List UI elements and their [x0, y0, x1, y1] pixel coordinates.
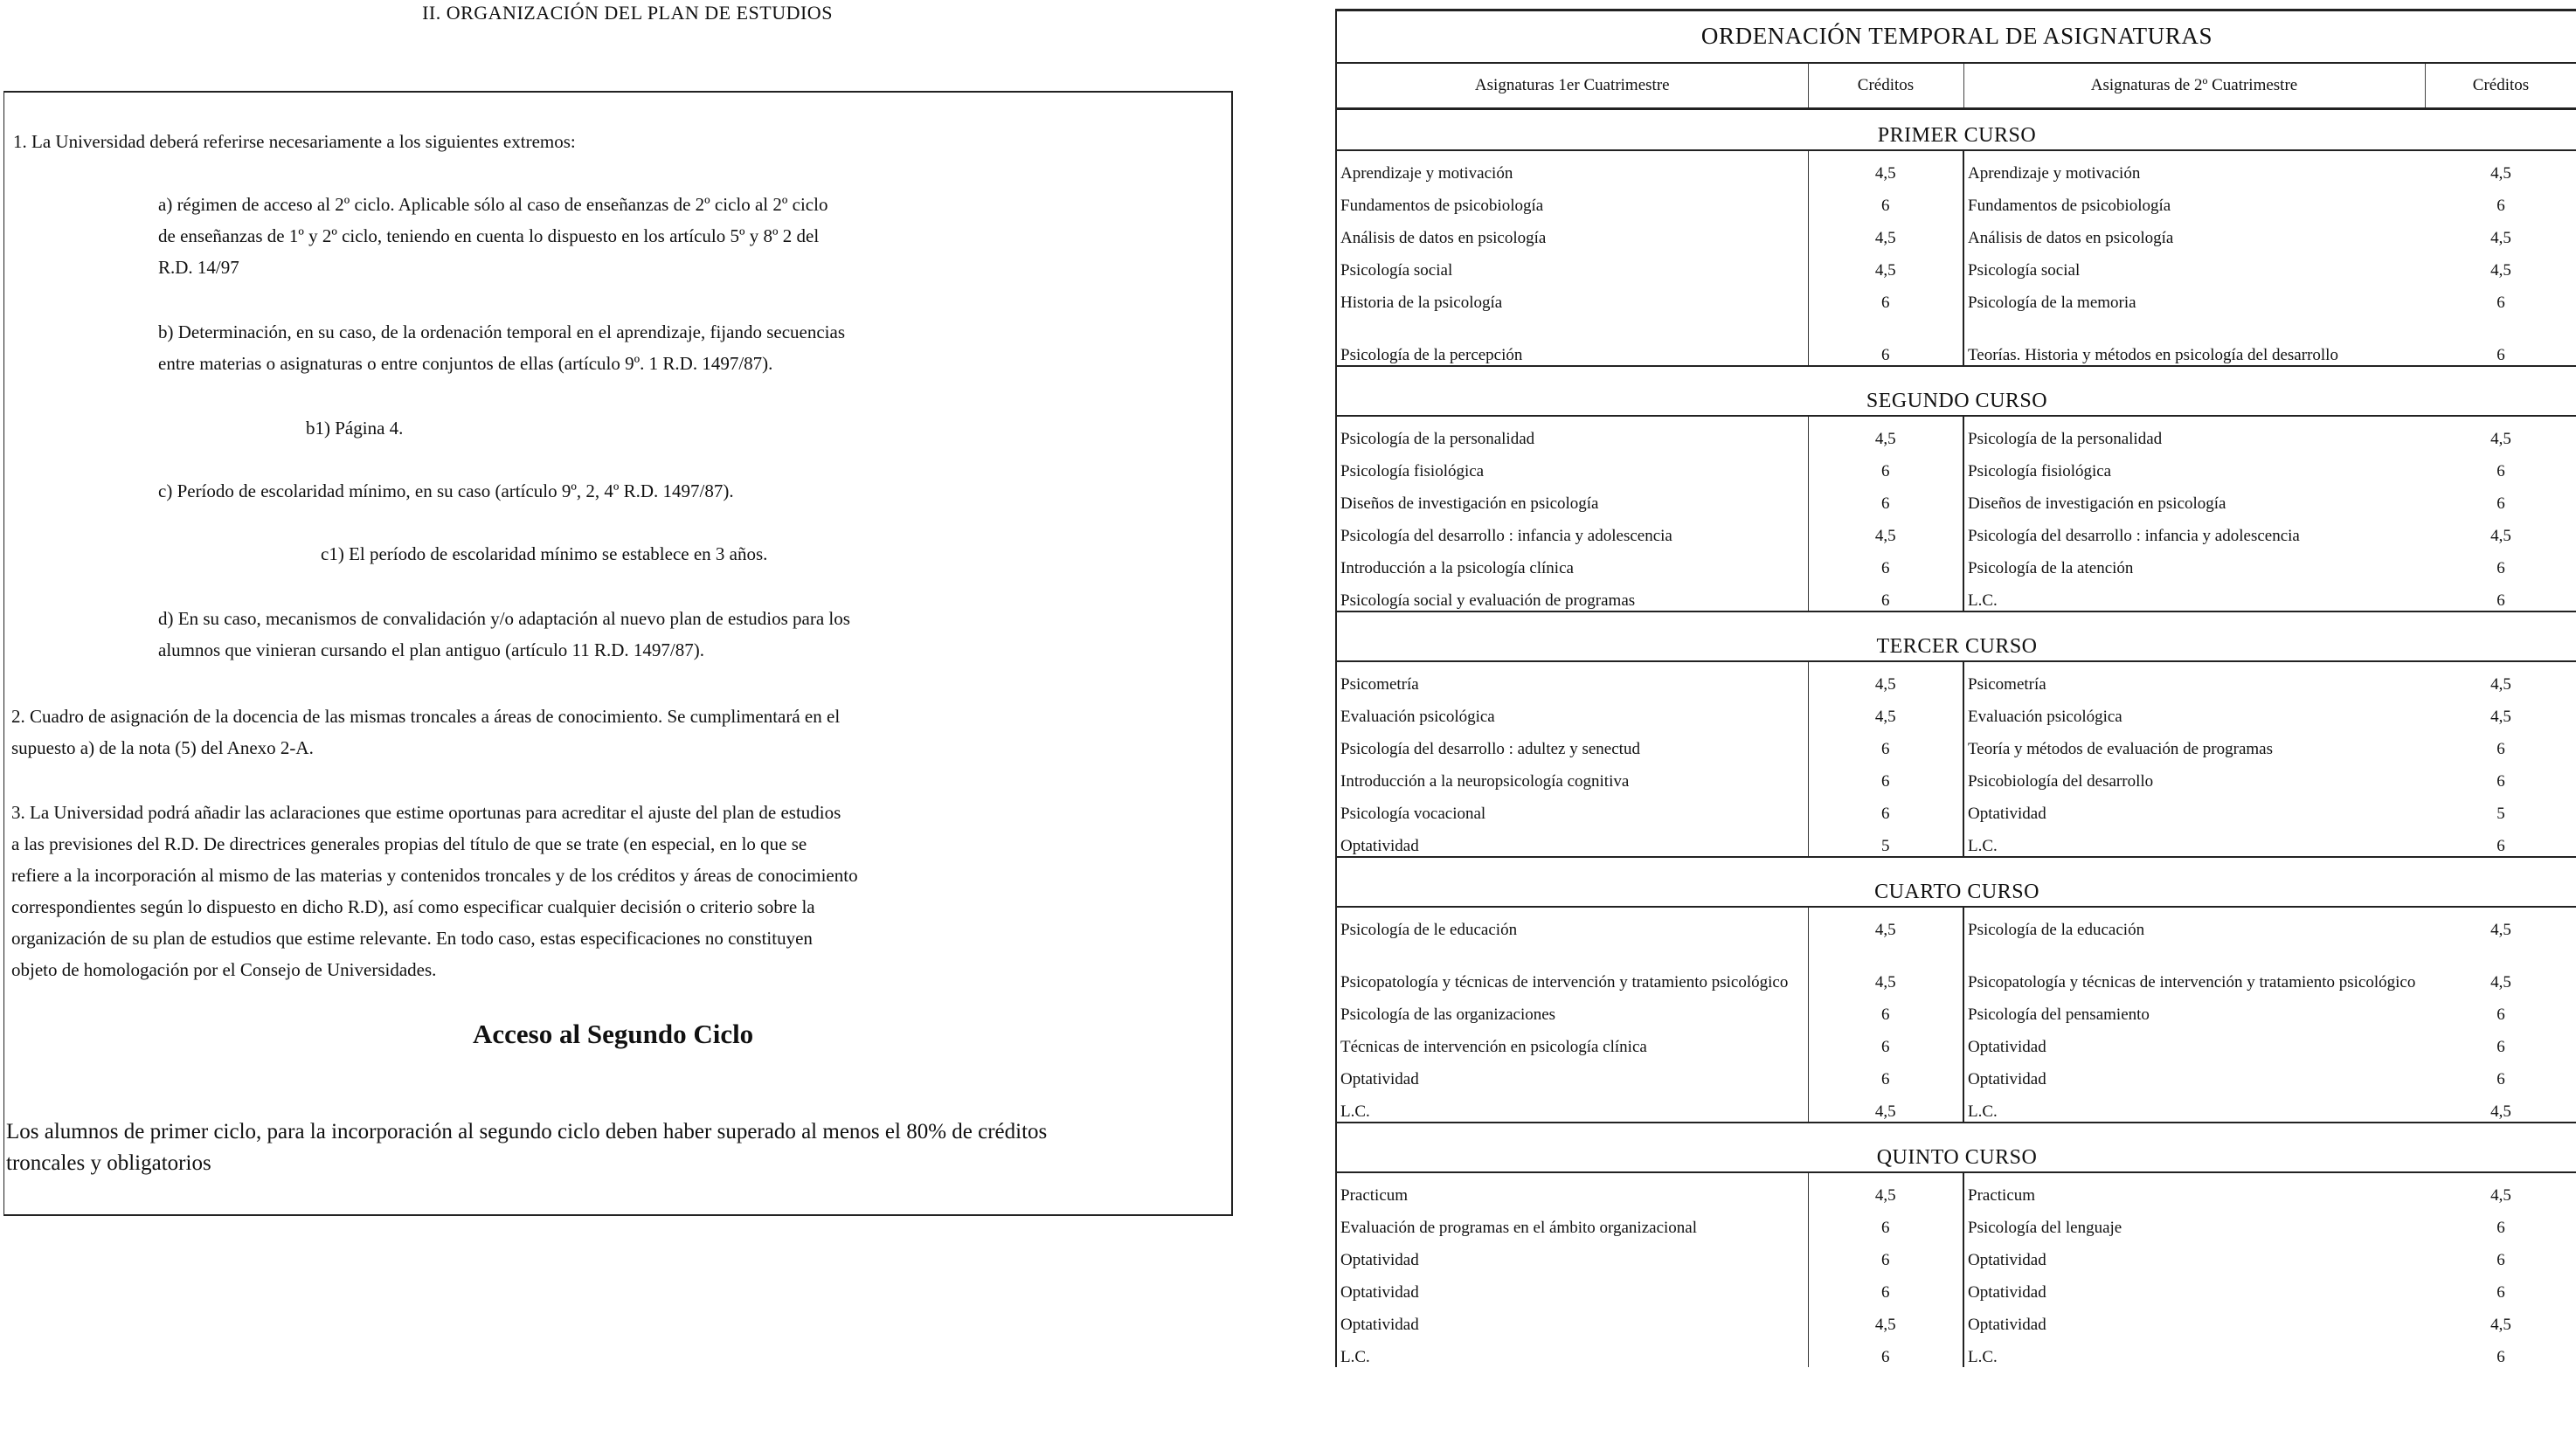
subject-1-cell: Optatividad [1336, 1302, 1808, 1335]
credits-2-cell: 6 [2496, 1251, 2505, 1270]
table-row [1336, 416, 2576, 449]
credits-2-cell: 4,5 [2490, 229, 2511, 248]
item-d [158, 603, 850, 666]
header-creditos-2: Créditos [2425, 63, 2576, 109]
table-row [1336, 578, 2576, 611]
item-b-line: entre materias o asignaturas o entre conjuntos de ellas (artículo 9º. 1 R.D. 1497/87). [158, 353, 773, 374]
credits-1-cell: 4,5 [1808, 907, 1963, 940]
subject-1-cell: Psicología del desarrollo : infancia y adolescencia [1336, 514, 1808, 546]
final-line: troncales y obligatorios [6, 1151, 211, 1175]
table-row [1336, 150, 2576, 183]
credits-2-cell: 6 [2496, 1005, 2505, 1025]
subject-1-cell: Psicología social y evaluación de programas [1336, 578, 1808, 611]
subject-2-cell: L.C. [1963, 1335, 2425, 1367]
table-row [1336, 1057, 2576, 1089]
header-asignaturas-1: Asignaturas 1er Cuatrimestre [1336, 63, 1808, 109]
subject-2-cell: Psicología de la personalidad [1963, 416, 2425, 449]
table-row [1336, 481, 2576, 514]
credits-1-cell: 4,5 [1808, 514, 1963, 546]
credits-2-cell: 6 [2496, 1283, 2505, 1302]
subject-2-cell: Optatividad [1963, 1238, 2425, 1270]
credits-2-cell: 6 [2496, 1219, 2505, 1238]
subject-2-cell: Teorías. Historia y métodos en psicología del desarrollo [1963, 313, 2425, 366]
table-row [1336, 759, 2576, 791]
subject-2-cell: L.C. [1963, 824, 2425, 857]
credits-1-cell: 4,5 [1808, 248, 1963, 280]
subject-1-cell: Evaluación psicológica [1336, 694, 1808, 727]
table-row [1336, 313, 2576, 366]
subject-2-cell: Diseños de investigación en psicología [1963, 481, 2425, 514]
item-c: c) Período de escolaridad mínimo, en su caso (artículo 9º, 2, 4º R.D. 1497/87). [158, 480, 734, 501]
credits-1-cell: 4,5 [1808, 1302, 1963, 1335]
course-heading: PRIMER CURSO [1336, 109, 2576, 151]
item-3 [11, 797, 858, 985]
credits-2-cell: 6 [2496, 1348, 2505, 1367]
credits-1-cell: 5 [1808, 824, 1963, 857]
subject-1-cell: Psicología vocacional [1336, 791, 1808, 824]
subject-2-cell: Aprendizaje y motivación [1963, 150, 2425, 183]
item-b1: b1) Página 4. [306, 418, 404, 439]
table-row [1336, 1206, 2576, 1238]
subject-2-cell: Optatividad [1963, 1270, 2425, 1302]
credits-2-cell: 6 [2496, 462, 2505, 481]
credits-1-cell: 4,5 [1808, 416, 1963, 449]
credits-1-cell: 6 [1808, 1025, 1963, 1057]
credits-1-cell: 6 [1808, 546, 1963, 578]
subject-1-cell: Psicología social [1336, 248, 1808, 280]
subject-1-cell: Practicum [1336, 1172, 1808, 1206]
table-row [1336, 1025, 2576, 1057]
credits-1-cell: 6 [1808, 1238, 1963, 1270]
subject-1-cell: L.C. [1336, 1089, 1808, 1123]
table-row [1336, 546, 2576, 578]
course-divider [1336, 366, 2576, 376]
ordenacion-table [1335, 9, 2576, 1367]
table-row [1336, 248, 2576, 280]
credits-2-cell: 6 [2496, 1070, 2505, 1089]
credits-1-cell: 6 [1808, 449, 1963, 481]
credits-2-cell: 4,5 [2490, 1316, 2511, 1335]
credits-1-cell: 6 [1808, 481, 1963, 514]
subject-1-cell: Fundamentos de psicobiología [1336, 183, 1808, 216]
item-a-line: a) régimen de acceso al 2º ciclo. Aplicable sólo al caso de enseñanzas de 2º ciclo al 2º ciclo [158, 194, 828, 215]
course-heading: TERCER CURSO [1336, 621, 2576, 661]
credits-1-cell: 6 [1808, 727, 1963, 759]
subject-1-cell: Evaluación de programas en el ámbito organizacional [1336, 1206, 1808, 1238]
subject-2-cell: Psicometría [1963, 661, 2425, 694]
table-row [1336, 907, 2576, 940]
credits-2-cell: 4,5 [2490, 430, 2511, 449]
subject-2-cell: Psicopatología y técnicas de intervención y tratamiento psicológico [1963, 940, 2425, 992]
course-divider [1336, 611, 2576, 621]
credits-1-cell: 4,5 [1808, 1089, 1963, 1123]
course-heading-row [1336, 109, 2576, 151]
subject-2-cell: Psicología de la educación [1963, 907, 2425, 940]
table-row [1336, 514, 2576, 546]
table-row [1336, 1302, 2576, 1335]
item-3-line: refiere a la incorporación al mismo de las materias y contenidos troncales y de los créditos y áreas de conocimiento [11, 865, 858, 886]
credits-1-cell: 4,5 [1808, 661, 1963, 694]
credits-2-cell: 6 [2496, 197, 2505, 216]
credits-1-cell: 6 [1808, 1270, 1963, 1302]
item-2-line: 2. Cuadro de asignación de la docencia de las mismas troncales a áreas de conocimiento. Se cumplimentará en el [11, 706, 841, 727]
subject-1-cell: Técnicas de intervención en psicología clínica [1336, 1025, 1808, 1057]
credits-1-cell: 6 [1808, 1057, 1963, 1089]
credits-2-cell: 4,5 [2490, 261, 2511, 280]
credits-1-cell: 6 [1808, 1206, 1963, 1238]
credits-2-cell: 4,5 [2490, 921, 2511, 940]
credits-1-cell: 6 [1808, 280, 1963, 313]
course-heading: CUARTO CURSO [1336, 867, 2576, 907]
course-heading: SEGUNDO CURSO [1336, 376, 2576, 416]
credits-2-cell: 4,5 [2490, 973, 2511, 992]
subject-2-cell: Análisis de datos en psicología [1963, 216, 2425, 248]
subject-2-cell: L.C. [1963, 1089, 2425, 1123]
credits-1-cell: 4,5 [1808, 150, 1963, 183]
item-3-line: a las previsiones del R.D. De directrices generales propias del título de que se trate (en especial, en lo que se [11, 833, 807, 854]
credits-1-cell: 4,5 [1808, 694, 1963, 727]
credits-2-cell: 6 [2496, 494, 2505, 514]
subject-1-cell: L.C. [1336, 1335, 1808, 1367]
subject-2-cell: Optatividad [1963, 791, 2425, 824]
item-b-line: b) Determinación, en su caso, de la ordenación temporal en el aprendizaje, fijando secuencias [158, 321, 845, 342]
credits-1-cell: 6 [1808, 791, 1963, 824]
credits-2-cell: 4,5 [2490, 164, 2511, 183]
course-divider [1336, 857, 2576, 867]
course-divider-cell [1336, 1123, 2576, 1132]
table-row [1336, 727, 2576, 759]
subject-2-cell: Fundamentos de psicobiología [1963, 183, 2425, 216]
table-row [1336, 1335, 2576, 1367]
subject-1-cell: Introducción a la neuropsicología cognitiva [1336, 759, 1808, 791]
subject-2-cell: Psicología de la memoria [1963, 280, 2425, 313]
credits-1-cell: 6 [1808, 1335, 1963, 1367]
subject-1-cell: Diseños de investigación en psicología [1336, 481, 1808, 514]
item-a-line: R.D. 14/97 [158, 257, 239, 278]
subject-2-cell: Psicología social [1963, 248, 2425, 280]
table-row [1336, 1238, 2576, 1270]
course-divider-cell [1336, 366, 2576, 376]
table-title: ORDENACIÓN TEMPORAL DE ASIGNATURAS [1336, 10, 2576, 64]
table-row [1336, 280, 2576, 313]
subject-1-cell: Psicología fisiológica [1336, 449, 1808, 481]
item-d-line: d) En su caso, mecanismos de convalidación y/o adaptación al nuevo plan de estudios para los [158, 608, 850, 629]
credits-1-cell: 6 [1808, 759, 1963, 791]
subject-2-cell: Psicología del lenguaje [1963, 1206, 2425, 1238]
subject-2-cell: Psicobiología del desarrollo [1963, 759, 2425, 791]
table-row [1336, 1270, 2576, 1302]
table-row [1336, 694, 2576, 727]
final-line: Los alumnos de primer ciclo, para la incorporación al segundo ciclo deben haber superado al menos el 80% de créditos [6, 1120, 1048, 1143]
subject-2-cell: Optatividad [1963, 1057, 2425, 1089]
table-row [1336, 1172, 2576, 1206]
credits-2-cell: 6 [2496, 740, 2505, 759]
subject-2-cell: Evaluación psicológica [1963, 694, 2425, 727]
credits-2-cell: 5 [2496, 805, 2505, 824]
item-3-line: correspondientes según lo dispuesto en dicho R.D), así como especificar cualquier decisión o criterio sobre la [11, 896, 815, 917]
subject-1-cell: Psicometría [1336, 661, 1808, 694]
subject-2-cell: Psicología fisiológica [1963, 449, 2425, 481]
credits-1-cell: 6 [1808, 313, 1963, 366]
course-heading-row [1336, 1132, 2576, 1172]
subject-1-cell: Optatividad [1336, 824, 1808, 857]
table-row [1336, 824, 2576, 857]
credits-2-cell: 4,5 [2490, 1186, 2511, 1206]
item-a-line: de enseñanzas de 1º y 2º ciclo, teniendo en cuenta lo dispuesto en los artículo 5º y 8º 2 del [158, 225, 820, 246]
subject-2-cell: Practicum [1963, 1172, 2425, 1206]
item-3-line: organización de su plan de estudios que estime relevante. En todo caso, estas especificaciones no constituyen [11, 928, 813, 949]
course-heading-row [1336, 867, 2576, 907]
table-row [1336, 791, 2576, 824]
item-c1: c1) El período de escolaridad mínimo se establece en 3 años. [321, 543, 768, 564]
course-divider [1336, 1123, 2576, 1132]
credits-1-cell: 6 [1808, 183, 1963, 216]
left-page-title: II. ORGANIZACIÓN DEL PLAN DE ESTUDIOS [422, 2, 833, 24]
item-2-line: supuesto a) de la nota (5) del Anexo 2-A. [11, 737, 314, 758]
subject-1-cell: Optatividad [1336, 1057, 1808, 1089]
subject-2-cell: Psicología del desarrollo : infancia y adolescencia [1963, 514, 2425, 546]
subject-1-cell: Introducción a la psicología clínica [1336, 546, 1808, 578]
credits-2-cell: 6 [2496, 837, 2505, 856]
credits-2-cell: 4,5 [2490, 708, 2511, 727]
subject-1-cell: Optatividad [1336, 1238, 1808, 1270]
table-row [1336, 216, 2576, 248]
subject-2-cell: Psicología del pensamiento [1963, 992, 2425, 1025]
item-d-line: alumnos que vinieran cursando el plan antiguo (artículo 11 R.D. 1497/87). [158, 639, 704, 660]
subject-1-cell: Psicología de le educación [1336, 907, 1808, 940]
subject-2-cell: Psicología de la atención [1963, 546, 2425, 578]
table-row [1336, 661, 2576, 694]
subject-2-cell: Optatividad [1963, 1025, 2425, 1057]
subject-1-cell: Historia de la psicología [1336, 280, 1808, 313]
credits-1-cell: 4,5 [1808, 1172, 1963, 1206]
item-a [158, 189, 828, 283]
table-row [1336, 940, 2576, 992]
table-header-row [1336, 63, 2576, 109]
item-2 [11, 701, 840, 763]
subject-1-cell: Aprendizaje y motivación [1336, 150, 1808, 183]
subject-1-cell: Psicología del desarrollo : adultez y senectud [1336, 727, 1808, 759]
final-paragraph [6, 1116, 1047, 1179]
credits-2-cell: 6 [2496, 559, 2505, 578]
item-1: 1. La Universidad deberá referirse necesariamente a los siguientes extremos: [13, 131, 576, 152]
course-heading: QUINTO CURSO [1336, 1132, 2576, 1172]
subject-2-cell: Teoría y métodos de evaluación de programas [1963, 727, 2425, 759]
credits-2-cell: 6 [2496, 1038, 2505, 1057]
credits-1-cell: 4,5 [1808, 216, 1963, 248]
course-heading-row [1336, 376, 2576, 416]
left-content-box [3, 91, 1233, 1216]
credits-2-cell: 4,5 [2490, 1102, 2511, 1122]
subject-1-cell: Psicología de la percepción [1336, 313, 1808, 366]
header-creditos-1: Créditos [1808, 63, 1963, 109]
heading-acceso-segundo-ciclo: Acceso al Segundo Ciclo [473, 1019, 754, 1049]
subject-1-cell: Psicología de la personalidad [1336, 416, 1808, 449]
table-row [1336, 1089, 2576, 1123]
course-divider-cell [1336, 857, 2576, 867]
credits-2-cell: 4,5 [2490, 527, 2511, 546]
credits-1-cell: 6 [1808, 992, 1963, 1025]
credits-2-cell: 4,5 [2490, 675, 2511, 694]
credits-2-cell: 6 [2496, 294, 2505, 313]
subject-2-cell: L.C. [1963, 578, 2425, 611]
item-b [158, 316, 845, 379]
subject-1-cell: Psicología de las organizaciones [1336, 992, 1808, 1025]
course-divider-cell [1336, 611, 2576, 621]
header-asignaturas-2: Asignaturas de 2º Cuatrimestre [1963, 63, 2425, 109]
course-heading-row [1336, 621, 2576, 661]
credits-1-cell: 4,5 [1808, 940, 1963, 992]
table-title-row [1336, 10, 2576, 64]
table-row [1336, 449, 2576, 481]
subject-1-cell: Análisis de datos en psicología [1336, 216, 1808, 248]
credits-1-cell: 6 [1808, 578, 1963, 611]
subject-1-cell: Optatividad [1336, 1270, 1808, 1302]
table-row [1336, 992, 2576, 1025]
subject-2-cell: Optatividad [1963, 1302, 2425, 1335]
item-3-line: 3. La Universidad podrá añadir las aclaraciones que estime oportunas para acreditar el ajuste del plan de estudios [11, 802, 841, 823]
subject-1-cell: Psicopatología y técnicas de intervención y tratamiento psicológico [1336, 940, 1808, 992]
credits-2-cell: 6 [2496, 346, 2505, 365]
credits-2-cell: 6 [2496, 591, 2505, 611]
table-row [1336, 183, 2576, 216]
item-3-line: objeto de homologación por el Consejo de Universidades. [11, 959, 437, 980]
credits-2-cell: 6 [2496, 772, 2505, 791]
